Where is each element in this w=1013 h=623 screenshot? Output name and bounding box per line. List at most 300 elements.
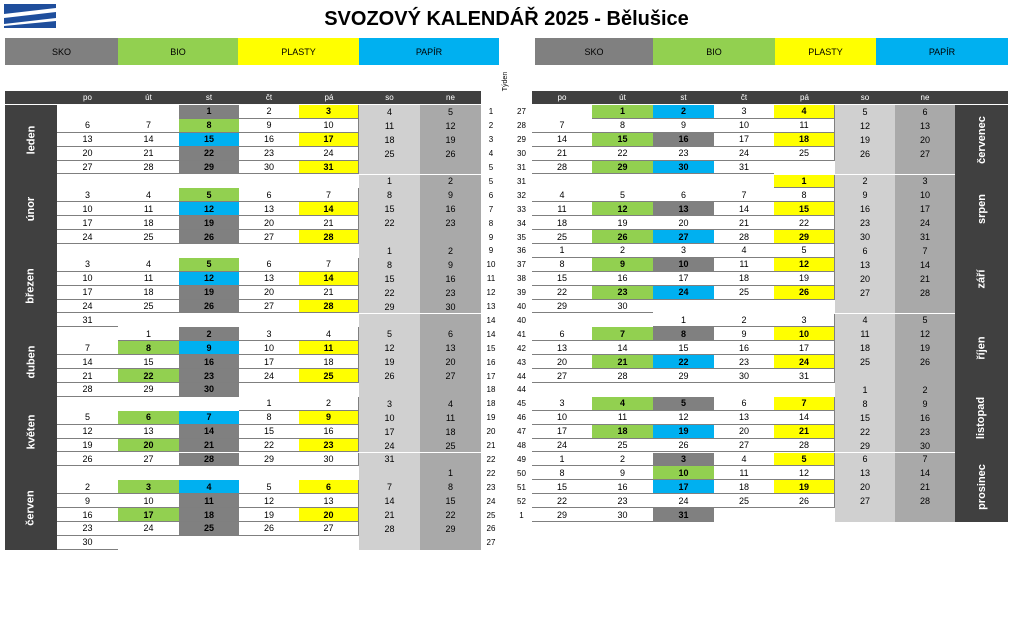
day-cell xyxy=(57,327,118,341)
day-cell: 24 xyxy=(774,355,835,369)
day-cell: 4 xyxy=(714,453,774,467)
day-cell: 9 xyxy=(57,494,118,508)
day-header-so: so xyxy=(835,91,895,104)
day-cell: 8 xyxy=(359,188,420,202)
day-cell xyxy=(653,300,714,314)
day-cell xyxy=(118,536,179,550)
day-cell xyxy=(420,314,481,328)
day-cell xyxy=(239,383,299,397)
week-number: 44 xyxy=(517,371,526,381)
day-cell: 30 xyxy=(179,383,239,397)
day-cell: 11 xyxy=(299,341,359,355)
day-cell xyxy=(895,508,955,522)
day-cell: 12 xyxy=(835,119,895,133)
day-cell: 9 xyxy=(895,397,955,411)
day-cell: 24 xyxy=(532,439,592,453)
day-cell: 2 xyxy=(420,175,481,189)
day-cell xyxy=(118,175,179,189)
day-cell xyxy=(359,466,420,480)
day-cell: 10 xyxy=(895,188,955,202)
day-cell xyxy=(57,105,118,119)
day-cell: 11 xyxy=(118,202,179,216)
day-cell: 11 xyxy=(118,272,179,286)
day-header-so: so xyxy=(359,91,420,104)
day-cell: 23 xyxy=(239,147,299,161)
day-cell: 12 xyxy=(239,494,299,508)
day-cell: 19 xyxy=(57,439,118,453)
day-cell: 10 xyxy=(714,119,774,133)
day-cell: 16 xyxy=(714,341,774,355)
day-cell: 10 xyxy=(239,341,299,355)
day-cell: 1 xyxy=(420,466,481,480)
day-cell: 17 xyxy=(118,508,179,522)
day-cell: 3 xyxy=(895,175,955,189)
day-cell: 19 xyxy=(179,286,239,300)
day-cell: 14 xyxy=(118,133,179,147)
day-cell: 8 xyxy=(179,119,239,133)
day-cell: 4 xyxy=(420,397,481,411)
week-number: 45 xyxy=(517,399,526,409)
day-cell xyxy=(774,508,835,522)
day-cell: 23 xyxy=(420,286,481,300)
day-cell: 1 xyxy=(239,397,299,411)
day-cell: 9 xyxy=(592,466,653,480)
week-number: 36 xyxy=(517,246,526,256)
day-cell: 2 xyxy=(653,105,714,119)
day-cell: 29 xyxy=(532,300,592,314)
day-cell: 15 xyxy=(653,341,714,355)
day-cell: 26 xyxy=(179,230,239,244)
day-cell: 15 xyxy=(239,425,299,439)
week-number: 14 xyxy=(486,329,496,339)
week-number: 9 xyxy=(488,246,494,256)
day-cell: 18 xyxy=(299,355,359,369)
day-cell: 20 xyxy=(239,286,299,300)
day-cell: 10 xyxy=(57,272,118,286)
day-cell: 7 xyxy=(359,480,420,494)
day-cell: 3 xyxy=(299,105,359,119)
day-cell: 1 xyxy=(592,105,653,119)
day-cell: 13 xyxy=(714,411,774,425)
day-cell: 17 xyxy=(895,202,955,216)
day-cell: 1 xyxy=(774,175,835,189)
day-cell: 6 xyxy=(239,258,299,272)
day-cell xyxy=(714,300,774,314)
day-cell: 8 xyxy=(359,258,420,272)
day-cell: 8 xyxy=(118,341,179,355)
day-cell: 31 xyxy=(359,453,420,467)
day-cell: 25 xyxy=(359,147,420,161)
day-cell: 13 xyxy=(835,258,895,272)
day-cell: 14 xyxy=(714,202,774,216)
day-cell: 2 xyxy=(835,175,895,189)
month-label-září xyxy=(955,244,1008,314)
week-number: 34 xyxy=(517,218,526,228)
day-cell: 25 xyxy=(714,286,774,300)
week-number: 18 xyxy=(486,399,496,409)
day-cell: 6 xyxy=(714,397,774,411)
day-cell: 2 xyxy=(57,480,118,494)
day-cell: 18 xyxy=(420,425,481,439)
week-number: 31 xyxy=(517,163,526,173)
week-number: 41 xyxy=(517,329,526,339)
day-cell: 25 xyxy=(835,355,895,369)
day-cell: 21 xyxy=(592,355,653,369)
day-cell: 26 xyxy=(420,147,481,161)
week-number: 28 xyxy=(517,121,526,131)
day-cell: 16 xyxy=(592,272,653,286)
day-header-po: po xyxy=(57,91,118,104)
day-cell: 9 xyxy=(653,119,714,133)
legend-bio: BIO xyxy=(118,38,238,65)
day-cell: 16 xyxy=(835,202,895,216)
day-cell xyxy=(179,466,239,480)
day-cell xyxy=(239,314,299,328)
day-cell: 16 xyxy=(57,508,118,522)
day-cell: 25 xyxy=(299,369,359,383)
day-cell xyxy=(57,244,118,258)
day-cell: 23 xyxy=(835,216,895,230)
day-cell: 31 xyxy=(57,314,118,328)
week-number: 40 xyxy=(517,302,526,312)
day-cell: 19 xyxy=(420,133,481,147)
day-cell: 31 xyxy=(653,508,714,522)
day-cell: 14 xyxy=(592,341,653,355)
day-header-út: út xyxy=(118,91,179,104)
legend-bio: BIO xyxy=(653,38,775,65)
day-cell: 15 xyxy=(359,272,420,286)
day-cell: 6 xyxy=(299,480,359,494)
day-cell xyxy=(359,230,420,244)
day-cell xyxy=(118,105,179,119)
month-name: březen xyxy=(25,267,37,304)
day-cell: 24 xyxy=(653,286,714,300)
day-cell: 22 xyxy=(835,425,895,439)
day-cell: 12 xyxy=(57,425,118,439)
day-cell: 1 xyxy=(179,105,239,119)
day-cell: 27 xyxy=(895,147,955,161)
day-cell: 8 xyxy=(774,188,835,202)
day-cell: 3 xyxy=(57,188,118,202)
week-number: 32 xyxy=(517,190,526,200)
month-label-květen xyxy=(5,397,57,467)
day-cell: 28 xyxy=(714,230,774,244)
day-cell: 12 xyxy=(774,258,835,272)
day-cell: 1 xyxy=(532,244,592,258)
day-header-ne: ne xyxy=(895,91,955,104)
day-cell: 1 xyxy=(118,327,179,341)
day-cell xyxy=(179,175,239,189)
day-cell: 28 xyxy=(179,453,239,467)
day-cell: 18 xyxy=(118,216,179,230)
day-cell: 11 xyxy=(835,327,895,341)
day-cell xyxy=(359,314,420,328)
day-cell xyxy=(653,175,714,189)
day-cell: 13 xyxy=(895,119,955,133)
day-cell: 17 xyxy=(57,286,118,300)
day-cell: 4 xyxy=(118,188,179,202)
week-number: 49 xyxy=(517,454,526,464)
week-number: 26 xyxy=(486,524,496,534)
month-name: říjen xyxy=(975,336,988,360)
week-number: 10 xyxy=(486,260,496,270)
day-cell: 29 xyxy=(835,439,895,453)
day-cell: 9 xyxy=(239,119,299,133)
day-cell: 20 xyxy=(653,216,714,230)
day-cell xyxy=(532,105,592,119)
week-number: 20 xyxy=(486,427,496,437)
week-number: 3 xyxy=(488,135,494,145)
day-cell xyxy=(179,536,239,550)
day-cell: 30 xyxy=(299,453,359,467)
week-number: 51 xyxy=(517,482,526,492)
month-name: květen xyxy=(24,414,37,450)
day-cell: 25 xyxy=(592,439,653,453)
day-header-ne: ne xyxy=(420,91,481,104)
day-cell: 4 xyxy=(592,397,653,411)
day-cell xyxy=(714,508,774,522)
day-cell: 8 xyxy=(532,258,592,272)
day-cell: 8 xyxy=(420,480,481,494)
day-cell: 4 xyxy=(835,314,895,328)
day-cell: 6 xyxy=(57,119,118,133)
day-cell: 6 xyxy=(835,453,895,467)
week-number: 22 xyxy=(486,468,496,478)
day-cell: 29 xyxy=(532,508,592,522)
day-cell: 30 xyxy=(835,230,895,244)
day-cell: 26 xyxy=(57,453,118,467)
day-cell: 8 xyxy=(653,327,714,341)
day-cell: 13 xyxy=(57,133,118,147)
day-cell: 31 xyxy=(895,230,955,244)
day-cell: 23 xyxy=(57,522,118,536)
day-cell: 27 xyxy=(239,300,299,314)
day-cell: 20 xyxy=(835,272,895,286)
day-cell: 17 xyxy=(714,133,774,147)
day-cell: 28 xyxy=(299,230,359,244)
day-cell: 15 xyxy=(774,202,835,216)
day-cell: 18 xyxy=(714,480,774,494)
day-cell: 28 xyxy=(774,439,835,453)
day-cell: 4 xyxy=(359,105,420,119)
day-cell: 18 xyxy=(774,133,835,147)
day-cell xyxy=(118,397,179,411)
day-cell: 7 xyxy=(299,188,359,202)
week-number: 16 xyxy=(486,357,496,367)
day-cell xyxy=(774,383,835,397)
month-label-březen xyxy=(5,244,57,327)
day-cell: 20 xyxy=(239,216,299,230)
day-cell: 16 xyxy=(179,355,239,369)
day-cell: 17 xyxy=(653,480,714,494)
day-cell xyxy=(420,230,481,244)
day-cell: 26 xyxy=(835,147,895,161)
day-cell: 10 xyxy=(299,119,359,133)
day-cell: 5 xyxy=(895,314,955,328)
day-cell: 12 xyxy=(895,327,955,341)
month-name: leden xyxy=(24,125,37,155)
week-header: Týden xyxy=(502,71,510,91)
day-cell: 5 xyxy=(359,327,420,341)
day-cell: 11 xyxy=(714,258,774,272)
day-cell: 29 xyxy=(179,161,239,175)
day-cell xyxy=(179,314,239,328)
week-number: 23 xyxy=(486,482,496,492)
day-cell: 1 xyxy=(835,383,895,397)
day-cell: 3 xyxy=(239,327,299,341)
month-label-prosinec xyxy=(955,453,1008,523)
day-cell: 5 xyxy=(592,188,653,202)
day-cell: 5 xyxy=(179,258,239,272)
day-cell: 15 xyxy=(179,133,239,147)
week-number: 7 xyxy=(488,204,494,214)
day-cell xyxy=(774,300,835,314)
day-cell: 23 xyxy=(895,425,955,439)
month-label-srpen xyxy=(955,175,1008,245)
legend-sko: SKO xyxy=(5,38,118,65)
day-cell: 21 xyxy=(57,369,118,383)
week-number: 52 xyxy=(517,496,526,506)
day-cell: 14 xyxy=(179,425,239,439)
legend-plasty: PLASTY xyxy=(238,38,359,65)
day-cell xyxy=(299,314,359,328)
day-cell: 13 xyxy=(420,341,481,355)
day-cell: 8 xyxy=(835,397,895,411)
week-number: 30 xyxy=(517,149,526,159)
day-cell xyxy=(359,161,420,175)
day-cell: 11 xyxy=(420,411,481,425)
day-cell: 22 xyxy=(239,439,299,453)
day-cell: 24 xyxy=(895,216,955,230)
day-cell: 14 xyxy=(299,272,359,286)
day-cell: 28 xyxy=(57,383,118,397)
day-cell: 12 xyxy=(774,466,835,480)
day-cell: 18 xyxy=(714,272,774,286)
month-label-listopad xyxy=(955,383,1008,453)
day-cell: 30 xyxy=(714,369,774,383)
day-cell: 5 xyxy=(774,244,835,258)
day-cell xyxy=(359,383,420,397)
day-cell: 11 xyxy=(592,411,653,425)
day-cell: 27 xyxy=(420,369,481,383)
week-number: 2 xyxy=(488,121,494,131)
day-cell: 31 xyxy=(299,161,359,175)
day-cell: 13 xyxy=(299,494,359,508)
day-cell: 26 xyxy=(359,369,420,383)
day-cell xyxy=(592,383,653,397)
week-number: 17 xyxy=(486,371,496,381)
day-cell: 21 xyxy=(299,286,359,300)
day-cell: 21 xyxy=(179,439,239,453)
day-cell xyxy=(57,466,118,480)
day-cell: 22 xyxy=(592,147,653,161)
week-number: 33 xyxy=(517,204,526,214)
day-cell: 28 xyxy=(895,286,955,300)
day-cell: 10 xyxy=(118,494,179,508)
day-cell: 10 xyxy=(774,327,835,341)
week-number: 40 xyxy=(517,315,526,325)
day-cell: 23 xyxy=(653,147,714,161)
day-cell: 23 xyxy=(592,286,653,300)
day-header-st: st xyxy=(653,91,714,104)
day-cell: 22 xyxy=(774,216,835,230)
day-cell: 14 xyxy=(359,494,420,508)
day-cell: 16 xyxy=(420,272,481,286)
day-cell: 3 xyxy=(118,480,179,494)
day-cell: 6 xyxy=(895,105,955,119)
day-cell: 10 xyxy=(57,202,118,216)
day-cell: 16 xyxy=(420,202,481,216)
month-name: únor xyxy=(24,197,37,222)
day-cell: 7 xyxy=(299,258,359,272)
week-number: 1 xyxy=(488,107,494,117)
day-cell: 19 xyxy=(239,508,299,522)
day-cell: 9 xyxy=(592,258,653,272)
label-column-header xyxy=(5,91,57,104)
day-cell: 28 xyxy=(592,369,653,383)
day-cell: 21 xyxy=(774,425,835,439)
week-number: 38 xyxy=(517,274,526,284)
day-cell xyxy=(895,161,955,175)
week-number: 43 xyxy=(517,357,526,367)
day-cell xyxy=(239,466,299,480)
day-cell xyxy=(532,175,592,189)
day-cell: 25 xyxy=(118,300,179,314)
day-cell: 30 xyxy=(239,161,299,175)
day-cell xyxy=(239,244,299,258)
day-cell xyxy=(532,314,592,328)
day-cell: 15 xyxy=(592,133,653,147)
day-cell: 11 xyxy=(714,466,774,480)
day-cell: 20 xyxy=(420,355,481,369)
day-cell: 26 xyxy=(653,439,714,453)
week-number: 42 xyxy=(517,343,526,353)
day-cell: 26 xyxy=(239,522,299,536)
week-number: 13 xyxy=(486,302,496,312)
day-cell: 13 xyxy=(239,202,299,216)
day-cell: 30 xyxy=(653,161,714,175)
month-label-červenec xyxy=(955,105,1008,175)
day-cell: 5 xyxy=(57,411,118,425)
day-cell: 9 xyxy=(835,188,895,202)
day-cell xyxy=(895,300,955,314)
day-cell: 14 xyxy=(895,258,955,272)
day-cell xyxy=(835,508,895,522)
day-cell xyxy=(774,161,835,175)
day-cell: 24 xyxy=(57,230,118,244)
day-cell: 6 xyxy=(420,327,481,341)
day-cell: 6 xyxy=(653,188,714,202)
day-cell: 25 xyxy=(179,522,239,536)
day-cell: 21 xyxy=(532,147,592,161)
day-cell: 16 xyxy=(299,425,359,439)
day-cell: 20 xyxy=(118,439,179,453)
day-cell: 13 xyxy=(239,272,299,286)
day-cell: 26 xyxy=(774,286,835,300)
day-cell: 11 xyxy=(532,202,592,216)
day-cell: 19 xyxy=(653,425,714,439)
day-cell: 1 xyxy=(359,244,420,258)
day-cell: 8 xyxy=(532,466,592,480)
day-cell: 21 xyxy=(118,147,179,161)
day-cell: 12 xyxy=(359,341,420,355)
day-cell: 10 xyxy=(359,411,420,425)
day-cell: 29 xyxy=(653,369,714,383)
day-cell xyxy=(179,244,239,258)
day-cell: 9 xyxy=(420,258,481,272)
day-cell: 10 xyxy=(653,466,714,480)
day-cell: 4 xyxy=(714,244,774,258)
